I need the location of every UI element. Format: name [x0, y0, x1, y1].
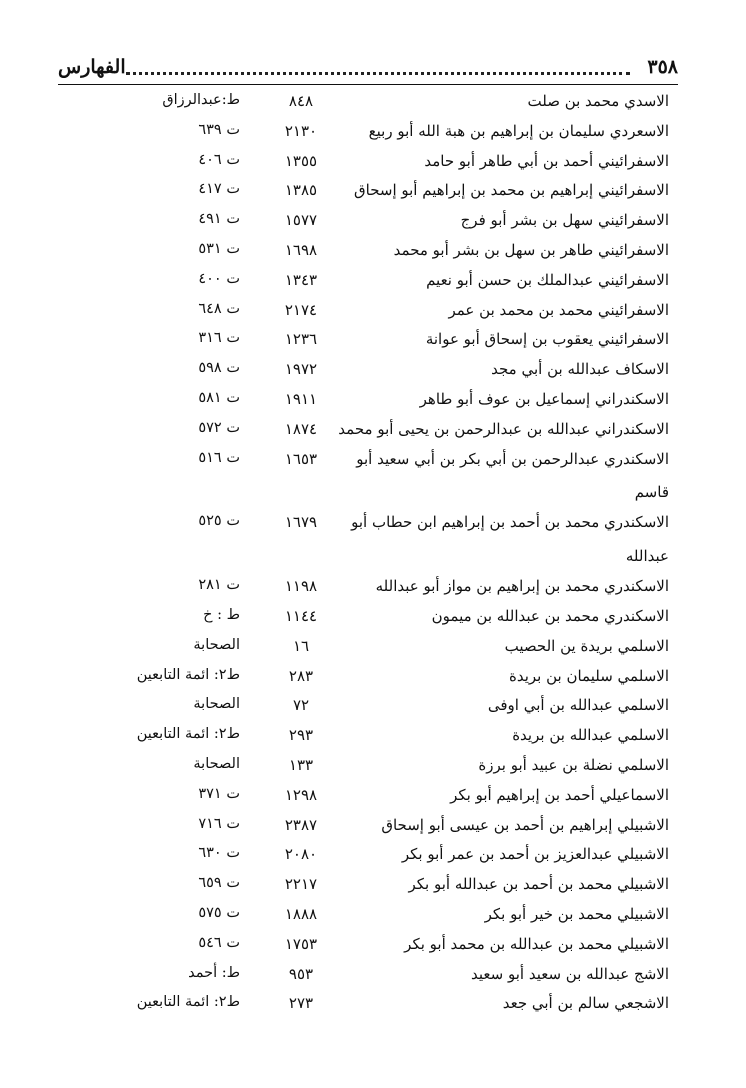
index-entries [0, 89, 746, 1021]
entry-reference: ت ٥٤٦ [198, 934, 240, 951]
entry-number: ٢٩٣ [288, 726, 314, 745]
entry-reference: ط٢: ائمة التابعين [136, 726, 240, 743]
page-header [58, 54, 678, 86]
entry-reference: ط٢: ائمة التابعين [136, 994, 240, 1011]
index-entry [0, 991, 746, 1021]
entry-reference: ت ٣٧١ [198, 785, 240, 802]
entry-name: الاسلمي نضلة بن عبيد أبو برزة [478, 755, 669, 774]
entry-number: ٢٢١٧ [284, 875, 318, 894]
index-entry [0, 510, 746, 540]
entry-name: الاشبيلي إبراهيم بن أحمد بن عيسى أبو إسحاق [381, 815, 669, 834]
entry-number: ٢٧٣ [288, 994, 314, 1013]
entry-name: الاسلمي بريدة ين الحصيب [504, 636, 669, 655]
entry-name: الاشبيلي محمد بن أحمد بن عبدالله أبو بكر [408, 875, 669, 894]
page-number: ٣٥٨ [647, 56, 678, 78]
index-entry [0, 327, 746, 357]
index-entry [0, 664, 746, 694]
entry-name: الاشبيلي عبدالعزيز بن أحمد بن عمر أبو بكر [401, 845, 669, 864]
index-entry-continuation [0, 476, 746, 510]
entry-number: ١٦ [292, 636, 310, 655]
entry-name: الاشجعي سالم بن أبي جعد [502, 994, 669, 1013]
index-entry [0, 268, 746, 298]
entry-reference: ت ٥٧٥ [198, 904, 240, 921]
index-entry [0, 149, 746, 179]
index-entry [0, 357, 746, 387]
entry-reference: ت ٥٨١ [198, 389, 240, 406]
index-entry [0, 753, 746, 783]
entry-reference: ت ٦٤٨ [198, 300, 240, 317]
index-entry [0, 574, 746, 604]
index-entry [0, 178, 746, 208]
index-entry [0, 813, 746, 843]
entry-number: ١٣٤٣ [284, 270, 318, 289]
entry-reference: ت ٥٣١ [198, 240, 240, 257]
entry-reference: ط:عبدالرزاق [162, 92, 240, 108]
entry-reference: ط : خ [203, 606, 240, 623]
entry-reference: ت ٦٥٩ [198, 875, 240, 892]
entry-name: الاسفرائيني سهل بن بشر أبو فرج [460, 211, 669, 230]
entry-number: ٢٨٣ [288, 666, 314, 685]
entry-reference: ت ٥٩٨ [198, 360, 240, 377]
entry-reference: ت ٤٩١ [198, 211, 240, 228]
index-entry [0, 387, 746, 417]
index-entry [0, 238, 746, 268]
index-entry [0, 298, 746, 328]
entry-name: الاسكندراني عبدالله بن عبدالرحمن بن يحيى أبو محمد [338, 419, 669, 438]
entry-reference: ت ٥٧٢ [198, 419, 240, 436]
entry-name: الاسلمي عبدالله بن بريدة [512, 726, 669, 745]
entry-reference: ت ٦٣٩ [198, 121, 240, 138]
entry-name: الاسكندري عبدالرحمن بن أبي بكر بن أبي سعيد أبو [356, 449, 669, 468]
entry-name: الاشبيلي محمد بن عبدالله بن محمد أبو بكر [404, 934, 669, 953]
entry-number: ١٦٧٩ [284, 513, 318, 532]
entry-name: الاسلمي عبدالله بن أبي اوفى [487, 696, 669, 715]
entry-reference: ت ٥١٦ [198, 449, 240, 466]
entry-name: الاسكندري محمد بن أحمد بن إبراهيم ابن حطاب أبو [351, 513, 669, 532]
entry-name: قاسم [634, 483, 669, 502]
entry-name: الاسعردي سليمان بن إبراهيم بن هبة الله أبو ربيع [368, 121, 669, 140]
entry-reference: ط: أحمد [188, 964, 240, 981]
index-entry [0, 447, 746, 477]
index-entry [0, 783, 746, 813]
index-entry [0, 417, 746, 447]
index-entry [0, 723, 746, 753]
entry-reference: الصحابة [193, 696, 240, 713]
entry-name: الاسفرائيني يعقوب بن إسحاق أبو عوانة [425, 330, 669, 349]
entry-number: ٢٣٨٧ [284, 815, 318, 834]
entry-name: الاسكندري محمد بن عبدالله بن ميمون [431, 606, 669, 625]
entry-reference: ت ٤٠٦ [198, 151, 240, 168]
index-entry [0, 89, 746, 119]
index-entry [0, 842, 746, 872]
entry-number: ١٦٩٨ [284, 240, 318, 259]
entry-number: ١٩٧٢ [284, 360, 318, 379]
entry-reference: الصحابة [193, 636, 240, 653]
entry-number: ٢٠٨٠ [284, 845, 318, 864]
entry-name: عبدالله [625, 547, 669, 566]
entry-number: ١٢٣٦ [284, 330, 318, 349]
entry-name: الاسفرائيني طاهر بن سهل بن بشر أبو محمد [393, 240, 669, 259]
index-entry [0, 208, 746, 238]
entry-number: ٩٥٣ [288, 964, 314, 983]
index-entry [0, 962, 746, 992]
entry-name: الاسماعيلي أحمد بن إبراهيم أبو بكر [450, 785, 669, 804]
entry-number: ١١٩٨ [284, 577, 318, 596]
entry-number: ١٨٨٨ [284, 904, 318, 923]
entry-number: ١٣٣ [288, 755, 314, 774]
entry-reference: ت ٦٣٠ [198, 845, 240, 862]
header-leader-dots [126, 72, 630, 75]
index-entry [0, 604, 746, 634]
index-entry [0, 872, 746, 902]
entry-name: الاسكاف عبدالله بن أبي مجد [491, 360, 669, 379]
entry-number: ١٥٧٧ [284, 211, 318, 230]
entry-number: ١٨٧٤ [284, 419, 318, 438]
entry-name: الاشبيلي محمد بن خير أبو بكر [484, 904, 669, 923]
entry-name: الاشج عبدالله بن سعيد أبو سعيد [470, 964, 669, 983]
index-entry-continuation [0, 540, 746, 574]
index-entry [0, 634, 746, 664]
entry-number: ١٣٨٥ [284, 181, 318, 200]
entry-name: الاسكندراني إسماعيل بن عوف أبو طاهر [419, 389, 669, 408]
entry-reference: الصحابة [193, 755, 240, 772]
entry-name: الاسفرائيني إبراهيم بن محمد بن إبراهيم أبو إسحاق [353, 181, 669, 200]
entry-reference: ت ٥٢٥ [198, 513, 240, 530]
entry-number: ١٩١١ [284, 389, 318, 408]
index-entry [0, 119, 746, 149]
entry-number: ٧٢ [292, 696, 310, 715]
section-title: الفهارس [58, 56, 126, 78]
entry-reference: ت ٣١٦ [198, 330, 240, 347]
entry-number: ١١٤٤ [284, 606, 318, 625]
entry-reference: ت ٤٠٠ [198, 270, 240, 287]
entry-reference: ت ٤١٧ [198, 181, 240, 198]
entry-number: ٨٤٨ [288, 92, 314, 110]
entry-reference: ت ٢٨١ [198, 577, 240, 594]
entry-name: الاسفرائيني عبدالملك بن حسن أبو نعيم [426, 270, 669, 289]
entry-name: الاسدي محمد بن صلت [527, 92, 669, 110]
entry-reference: ط٢: ائمة التابعين [136, 666, 240, 683]
entry-name: الاسلمي سليمان بن بريدة [508, 666, 669, 685]
entry-number: ٢١٣٠ [284, 121, 318, 140]
entry-number: ٢١٧٤ [284, 300, 318, 319]
entry-number: ١٦٥٣ [284, 449, 318, 468]
entry-number: ١٢٩٨ [284, 785, 318, 804]
entry-name: الاسفرائيني أحمد بن أبي طاهر أبو حامد [424, 151, 669, 170]
entry-name: الاسكندري محمد بن إبراهيم بن مواز أبو عبدالله [375, 577, 669, 596]
entry-reference: ت ٧١٦ [198, 815, 240, 832]
entry-number: ١٧٥٣ [284, 934, 318, 953]
header-rule [58, 84, 678, 85]
entry-name: الاسفرائيني محمد بن محمد بن عمر [448, 300, 669, 319]
index-entry [0, 932, 746, 962]
entry-number: ١٣٥٥ [284, 151, 318, 170]
index-entry [0, 902, 746, 932]
index-entry [0, 693, 746, 723]
